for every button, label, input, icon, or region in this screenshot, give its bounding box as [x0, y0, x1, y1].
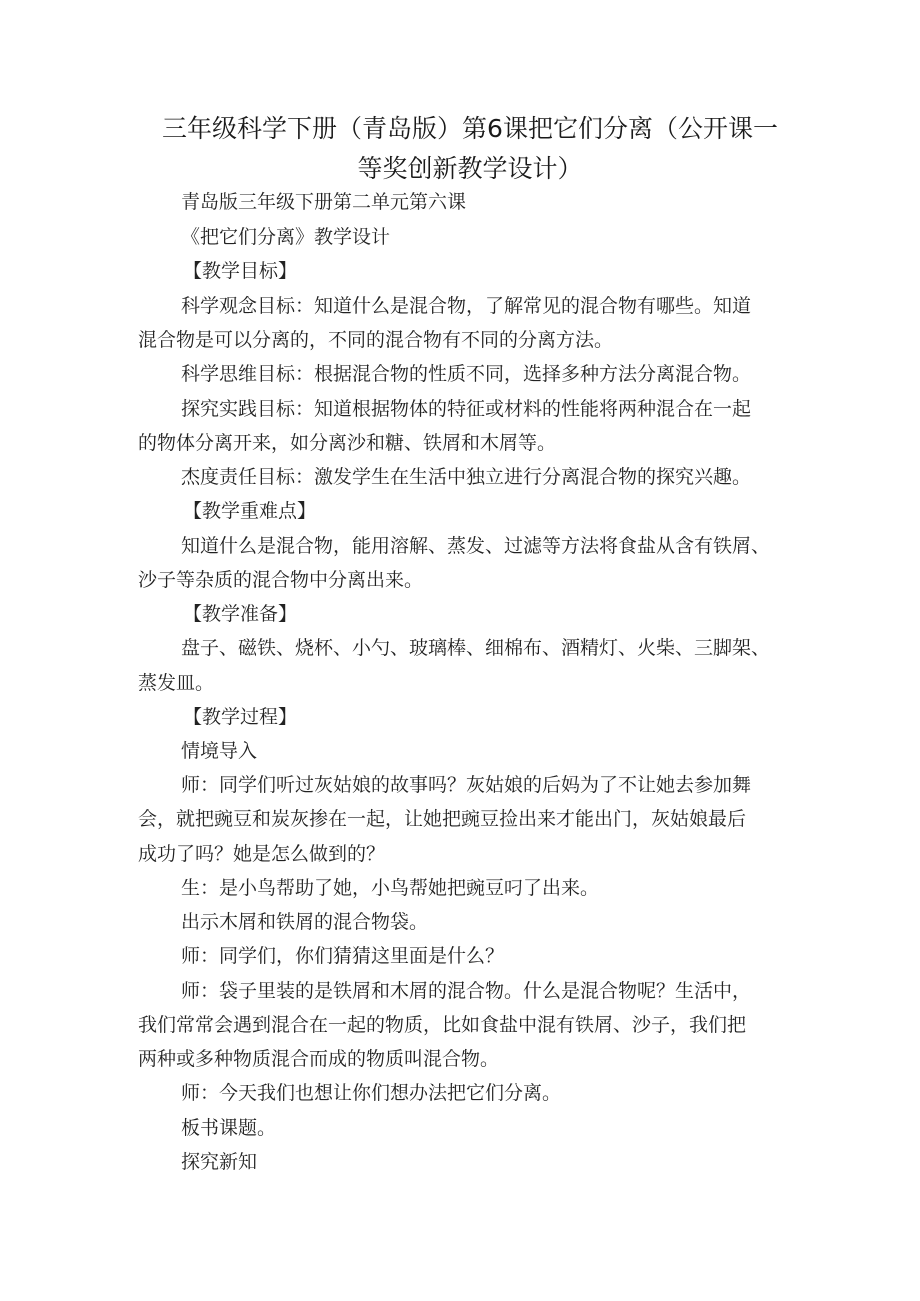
- paragraph-line: 盘子、磁铁、烧杯、小勺、玻璃棒、细棉布、酒精灯、火柴、三脚架、: [181, 637, 771, 659]
- subsection-heading-explore: 探究新知: [181, 1151, 258, 1173]
- section-heading-preparation: 【教学准备】: [183, 603, 298, 625]
- paragraph-line: 的物体分离开来，如分离沙和糖、铁屑和木屑等。: [138, 432, 557, 454]
- document-title: [120, 109, 820, 189]
- section-heading-goals: 【教学目标】: [183, 260, 298, 282]
- paragraph-line: 师：同学们听过灰姑娘的故事吗？灰姑娘的后妈为了不让她去参加舞: [181, 774, 752, 796]
- subtitle-unit: 青岛版三年级下册第二单元第六课: [181, 191, 467, 213]
- paragraph-line: 科学思维目标：根据混合物的性质不同，选择多种方法分离混合物。: [181, 363, 752, 385]
- title-line-1: 三年级科学下册（青岛版）第6课把它们分离（公开课一: [162, 114, 778, 143]
- paragraph-line: 知道什么是混合物，能用溶解、蒸发、过滤等方法将食盐从含有铁屑、: [181, 535, 771, 557]
- section-heading-key-points: 【教学重难点】: [183, 500, 317, 522]
- paragraph-line: 师：袋子里装的是铁屑和木屑的混合物。什么是混合物呢？生活中，: [181, 980, 752, 1002]
- paragraph-line: 师：同学们，你们猜猜这里面是什么？: [181, 945, 505, 967]
- paragraph-line: 蒸发皿。: [138, 672, 215, 694]
- paragraph-line: 师：今天我们也想让你们想办法把它们分离。: [181, 1082, 562, 1104]
- subsection-heading-intro: 情境导入: [181, 740, 258, 762]
- paragraph-line: 两种或多种物质混合而成的物质叫混合物。: [138, 1048, 500, 1070]
- paragraph-line: 我们常常会遇到混合在一起的物质，比如食盐中混有铁屑、沙子，我们把: [138, 1014, 747, 1036]
- paragraph-line: 生：是小鸟帮助了她，小鸟帮她把豌豆叼了出来。: [181, 877, 600, 899]
- paragraph-line: 沙子等杂质的混合物中分离出来。: [138, 569, 424, 591]
- paragraph-line: 科学观念目标：知道什么是混合物，了解常见的混合物有哪些。知道: [181, 295, 752, 317]
- paragraph-line: 成功了吗？她是怎么做到的？: [138, 843, 386, 865]
- title-line-2: 等奖创新教学设计）: [357, 154, 583, 183]
- section-heading-process: 【教学过程】: [183, 706, 298, 728]
- paragraph-line: 会，就把豌豆和炭灰掺在一起，让她把豌豆捡出来才能出门，灰姑娘最后: [138, 808, 747, 830]
- paragraph-line: 杰度责任目标：激发学生在生活中独立进行分离混合物的探究兴趣。: [181, 466, 752, 488]
- paragraph-line: 出示木屑和铁屑的混合物袋。: [181, 911, 429, 933]
- subtitle-design: 《把它们分离》教学设计: [181, 226, 391, 248]
- paragraph-line: 混合物是可以分离的，不同的混合物有不同的分离方法。: [138, 329, 614, 351]
- paragraph-line: 板书课题。: [181, 1117, 277, 1139]
- paragraph-line: 探究实践目标：知道根据物体的特征或材料的性能将两种混合在一起: [181, 398, 752, 420]
